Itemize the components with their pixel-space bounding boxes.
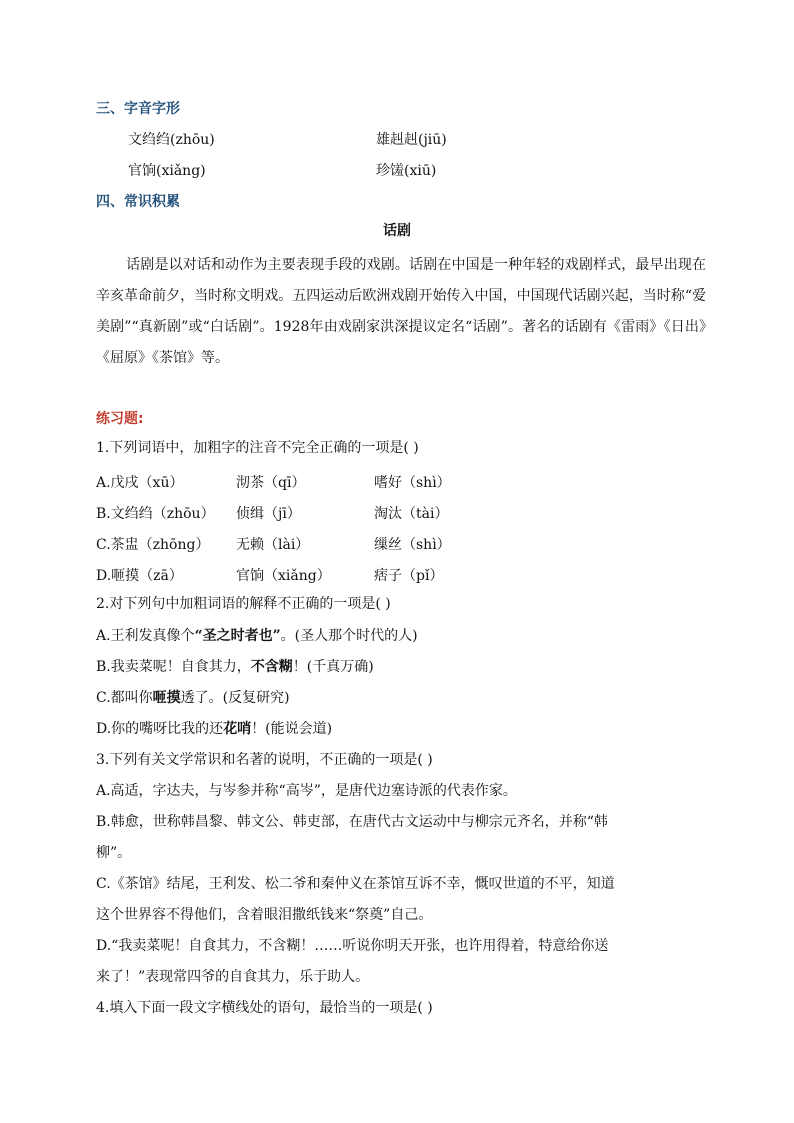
q2-option-c-note: 透了。(反复研究)	[180, 690, 290, 706]
q1-option-a-2: 沏茶（qī）	[236, 475, 306, 491]
vocab-item: 文绉绉(zhōu)	[128, 132, 215, 148]
question-3-stem: 3.下列有关文学常识和名著的说明，不正确的一项是( )	[96, 752, 433, 768]
q3-line: 这个世界容不得他们，含着眼泪撒纸钱来“祭奠”自己。	[96, 907, 433, 923]
q3-line: 柳”。	[96, 845, 132, 861]
q2-option-a-bold: “圣之时者也”	[194, 628, 281, 644]
q1-option-d-3: 痞子（pǐ）	[374, 568, 444, 584]
q1-option-b-3: 淘汰（tài）	[374, 506, 449, 522]
q2-option-b	[96, 657, 374, 677]
q1-option-a-3: 嗜好（shì）	[374, 475, 451, 491]
q2-option-a-text: A.王利发真像个	[96, 628, 195, 644]
q2-option-a-note: 。(圣人那个时代的人)	[280, 628, 418, 644]
q3-line: 来了！”表现常四爷的自食其力，乐于助人。	[96, 969, 370, 985]
vocab-item: 珍馐(xiū)	[376, 163, 437, 179]
q1-option-c-1: C.茶盅（zhōng）	[96, 537, 210, 553]
q2-option-c-bold: 咂摸	[152, 690, 181, 706]
q2-option-b-text: B.我卖菜呢！自食其力，	[96, 659, 251, 675]
q1-option-d-2: 官饷（xiǎng）	[236, 568, 331, 584]
q2-option-b-bold: 不含糊	[250, 659, 293, 675]
q3-line: D.“我卖菜呢！自食其力，不含糊！……听说你明天开张，也许用得着，特意给你送	[96, 938, 609, 954]
q1-option-d-1: D.咂摸（zā）	[96, 568, 183, 584]
article-paragraph	[96, 250, 706, 374]
q2-option-c-text: C.都叫你	[96, 690, 153, 706]
q2-option-c	[96, 688, 290, 708]
section-heading-knowledge: 四、常识积累	[96, 194, 180, 210]
q2-option-d-note: ！(能说会道)	[251, 721, 333, 737]
question-1-stem: 1.下列词语中，加粗字的注音不完全正确的一项是( )	[96, 440, 419, 456]
q3-line: B.韩愈，世称韩昌黎、韩文公、韩吏部，在唐代古文运动中与柳宗元齐名，并称“韩	[96, 814, 608, 830]
question-2-stem: 2.对下列句中加粗词语的解释不正确的一项是( )	[96, 596, 391, 612]
q1-option-c-2: 无赖（lài）	[236, 537, 310, 553]
q3-line: C.《茶馆》结尾，王利发、松二爷和秦仲义在茶馆互诉不幸，慨叹世道的不平，知道	[96, 876, 615, 892]
q3-line: A.高适，字达夫，与岑参并称“高岑”，是唐代边塞诗派的代表作家。	[96, 783, 517, 799]
q2-option-a	[96, 626, 418, 646]
section-heading-pronunciation: 三、字音字形	[96, 101, 180, 117]
vocab-item: 官饷(xiǎng)	[128, 163, 206, 179]
q1-option-b-1: B.文绉绉（zhōu）	[96, 506, 215, 522]
q2-option-d-text: D.你的嘴呀比我的还	[96, 721, 224, 737]
vocab-item: 雄赳赳(jiū)	[376, 132, 447, 148]
article-paragraph-text: 话剧是以对话和动作为主要表现手段的戏剧。话剧在中国是一种年轻的戏剧样式，最早出现在辛亥革命前夕，当时称文明戏。五四运动后欧洲戏剧开始传入中国，中国现代话剧兴起，当时称“爱美剧”“真新剧”或“白话剧”。1928年由戏剧家洪深提议定名“话剧”。著名的话剧有《雷雨》《日出》《屈原》《茶馆》等。	[96, 257, 706, 366]
q1-option-c-3: 缫丝（shì）	[374, 537, 451, 553]
exercises-heading: 练习题:	[96, 411, 144, 427]
question-4-stem: 4.填入下面一段文字横线处的语句，最恰当的一项是( )	[96, 1000, 433, 1016]
article-title: 话剧	[383, 223, 411, 239]
q2-option-d-bold: 花哨	[223, 721, 252, 737]
q1-option-b-2: 侦缉（jī）	[236, 506, 301, 522]
q2-option-b-note: ！(千真万确)	[292, 659, 374, 675]
q2-option-d	[96, 719, 332, 739]
q1-option-a-1: A.戊戌（xū）	[96, 475, 184, 491]
